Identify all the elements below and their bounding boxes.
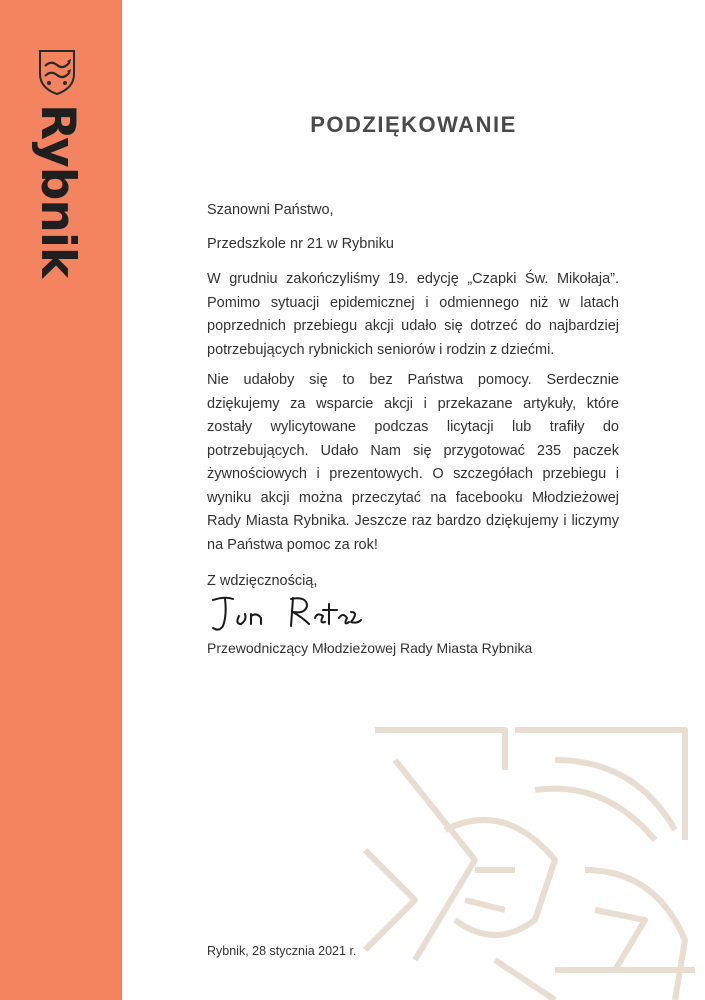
- recipient: Przedszkole nr 21 w Rybniku: [207, 236, 394, 252]
- city-logo: [30, 44, 85, 288]
- handwritten-signature: [205, 590, 365, 638]
- signer-title: Przewodniczący Młodzieżowej Rady Miasta Rybnika: [207, 640, 533, 656]
- closing: Z wdzięcznością,: [207, 573, 318, 589]
- sidebar-band: [0, 0, 122, 1000]
- decorative-watermark: [355, 720, 705, 1000]
- paragraph-1: W grudniu zakończyliśmy 19. edycję „Czapki Św. Mikołaja”. Pomimo sytuacji epidemicznej i odmiennego niż w latach poprzednich przebiegu akcji udało się dotrzeć do najbardziej potrzebujących rybnickich seniorów i rodzin z dziećmi.: [207, 271, 619, 358]
- place-date: Rybnik, 28 stycznia 2021 r.: [207, 944, 357, 958]
- city-name: Rybnik: [30, 104, 85, 278]
- salutation: Szanowni Państwo,: [207, 202, 334, 218]
- letter-title: PODZIĘKOWANIE: [310, 112, 517, 137]
- paragraph-2: Nie udałoby się to bez Państwa pomocy. Serdecznie dziękujemy za wsparcie akcji i przekazane artykuły, które zostały wylicytowane podczas licytacji lub trafiły do potrzebujących. Udało Nam się przygotować 235 paczek żywnościowych i prezentowych. O szczegółach przebiegu i wyniku akcji można przeczytać na facebooku Młodzieżowej Rady Miasta Rybnika. Jeszcze raz bardzo dziękujemy i liczymy na Państwa pomoc za rok!: [207, 372, 619, 553]
- rybnik-coat-of-arms-icon: [37, 48, 77, 96]
